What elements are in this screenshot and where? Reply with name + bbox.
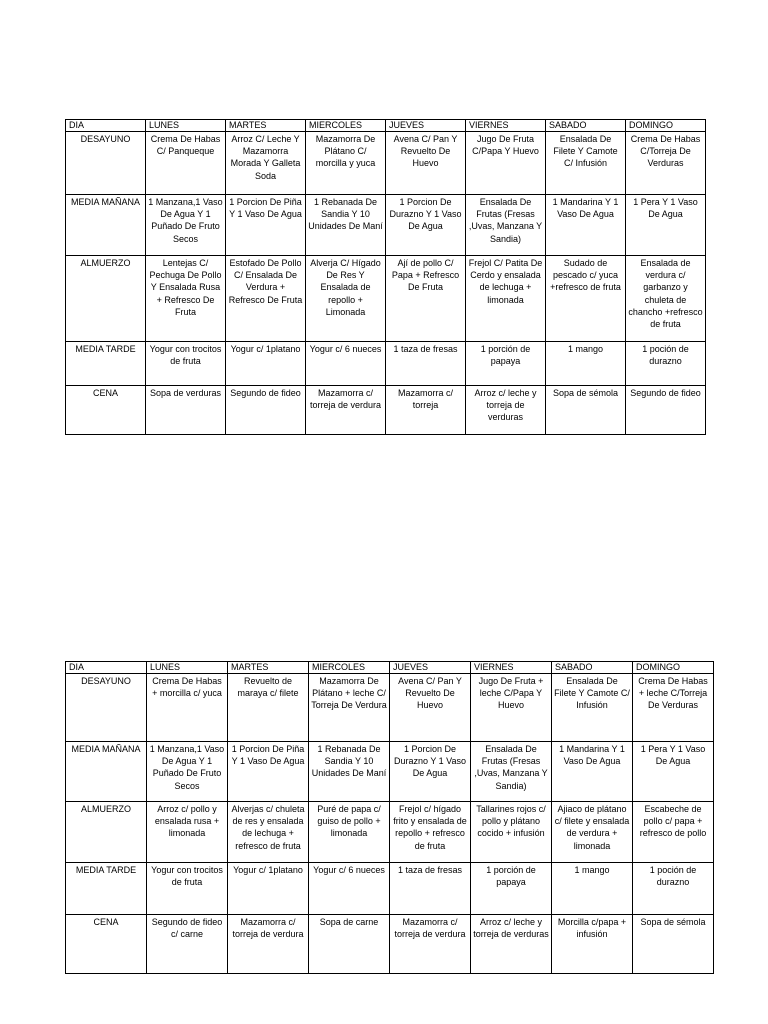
menu-cell: Yogur con trocitos de fruta — [147, 863, 228, 915]
meal-label: CENA — [66, 386, 146, 435]
header-cell: JUEVES — [390, 662, 471, 674]
header-cell: MIERCOLES — [306, 120, 386, 132]
table-row — [66, 863, 714, 915]
header-cell: SABADO — [552, 662, 633, 674]
weekly-menu-table-1 — [65, 119, 706, 435]
meal-label: CENA — [66, 915, 147, 974]
header-cell: LUNES — [146, 120, 226, 132]
menu-cell: Avena C/ Pan Y Revuelto De Huevo — [390, 674, 471, 742]
menu-cell: Arroz c/ leche y torreja de verduras — [466, 386, 546, 435]
menu-cell: 1 porción de papaya — [466, 342, 546, 386]
header-cell: DOMINGO — [626, 120, 706, 132]
header-cell: DIA — [66, 662, 147, 674]
table-row — [66, 342, 706, 386]
menu-cell: Revuelto de maraya c/ filete — [228, 674, 309, 742]
menu-cell: Alverja C/ Hígado De Res Y Ensalada de repollo + Limonada — [306, 256, 386, 342]
menu-cell: Crema De Habas + morcilla c/ yuca — [147, 674, 228, 742]
header-cell: VIERNES — [471, 662, 552, 674]
meal-label: MEDIA MAÑANA — [66, 195, 146, 256]
menu-cell: Frejol C/ Patita De Cerdo y ensalada de lechuga + limonada — [466, 256, 546, 342]
menu-cell: Ensalada de verdura c/ garbanzo y chuleta de chancho +refresco de fruta — [626, 256, 706, 342]
menu-cell: 1 Porcion De Piña Y 1 Vaso De Agua — [228, 742, 309, 802]
meal-label: MEDIA MAÑANA — [66, 742, 147, 802]
menu-cell: 1 Porcion De Durazno Y 1 Vaso De Agua — [390, 742, 471, 802]
menu-cell: Tallarines rojos c/ pollo y plátano cocido + infusión — [471, 802, 552, 863]
menu-cell: Segundo de fideo — [626, 386, 706, 435]
menu-cell: Crema De Habas C/ Panqueque — [146, 132, 226, 195]
menu-cell: 1 Pera Y 1 Vaso De Agua — [626, 195, 706, 256]
menu-cell: Frejol c/ hígado frito y ensalada de repollo + refresco de fruta — [390, 802, 471, 863]
menu-cell: Sudado de pescado c/ yuca +refresco de fruta — [546, 256, 626, 342]
menu-cell: Mazamorra De Plátano C/ morcilla y yuca — [306, 132, 386, 195]
meal-label: ALMUERZO — [66, 802, 147, 863]
header-cell: DOMINGO — [633, 662, 714, 674]
meal-label: ALMUERZO — [66, 256, 146, 342]
table-row — [66, 195, 706, 256]
menu-cell: Yogur c/ 1platano — [228, 863, 309, 915]
header-cell: MIERCOLES — [309, 662, 390, 674]
menu-cell: Avena C/ Pan Y Revuelto De Huevo — [386, 132, 466, 195]
menu-cell: Ajiaco de plátano c/ filete y ensalada de verdura + limonada — [552, 802, 633, 863]
menu-cell: 1 Porcion De Durazno Y 1 Vaso De Agua — [386, 195, 466, 256]
header-cell: VIERNES — [466, 120, 546, 132]
menu-cell: 1 Mandarina Y 1 Vaso De Agua — [552, 742, 633, 802]
menu-cell: 1 Manzana,1 Vaso De Agua Y 1 Puñado De Fruto Secos — [147, 742, 228, 802]
menu-cell: 1 porción de papaya — [471, 863, 552, 915]
menu-cell: Mazamorra c/ torreja de verdura — [390, 915, 471, 974]
menu-cell: Yogur con trocitos de fruta — [146, 342, 226, 386]
menu-cell: Yogur c/ 1platano — [226, 342, 306, 386]
menu-cell: Lentejas C/ Pechuga De Pollo Y Ensalada Rusa + Refresco De Fruta — [146, 256, 226, 342]
menu-cell: 1 poción de durazno — [626, 342, 706, 386]
menu-cell: 1 mango — [552, 863, 633, 915]
table-row — [66, 256, 706, 342]
menu-cell: Sopa de verduras — [146, 386, 226, 435]
menu-cell: 1 Rebanada De Sandia Y 10 Unidades De Maní — [306, 195, 386, 256]
menu-cell: Puré de papa c/ guiso de pollo + limonada — [309, 802, 390, 863]
header-cell: SABADO — [546, 120, 626, 132]
menu-cell: Ensalada De Filete Y Camote C/ Infusión — [552, 674, 633, 742]
weekly-menu-table-2 — [65, 661, 714, 974]
menu-cell: Crema De Habas C/Torreja De Verduras — [626, 132, 706, 195]
table-row — [66, 915, 714, 974]
menu-cell: Mazamorra De Plátano + leche C/ Torreja De Verdura — [309, 674, 390, 742]
header-cell: DIA — [66, 120, 146, 132]
menu-cell: 1 Pera Y 1 Vaso De Agua — [633, 742, 714, 802]
menu-cell: Yogur c/ 6 nueces — [306, 342, 386, 386]
menu-cell: 1 taza de fresas — [390, 863, 471, 915]
header-cell: MARTES — [226, 120, 306, 132]
menu-cell: Sopa de sémola — [633, 915, 714, 974]
meal-label: MEDIA TARDE — [66, 863, 147, 915]
menu-cell: 1 poción de durazno — [633, 863, 714, 915]
menu-cell: Ensalada De Frutas (Fresas ,Uvas, Manzana Y Sandia) — [466, 195, 546, 256]
menu-cell: Arroz c/ leche y torreja de verduras — [471, 915, 552, 974]
menu-cell: 1 mango — [546, 342, 626, 386]
menu-cell: 1 Mandarina Y 1 Vaso De Agua — [546, 195, 626, 256]
meal-label: MEDIA TARDE — [66, 342, 146, 386]
menu-cell: Yogur c/ 6 nueces — [309, 863, 390, 915]
header-row — [66, 662, 714, 674]
menu-cell: Ensalada De Frutas (Fresas ,Uvas, Manzana Y Sandia) — [471, 742, 552, 802]
table-row — [66, 742, 714, 802]
menu-cell: Jugo De Fruta C/Papa Y Huevo — [466, 132, 546, 195]
menu-cell: Mazamorra c/ torreja de verdura — [228, 915, 309, 974]
menu-cell: Arroz C/ Leche Y Mazamorra Morada Y Galleta Soda — [226, 132, 306, 195]
menu-cell: Alverjas c/ chuleta de res y ensalada de lechuga + refresco de fruta — [228, 802, 309, 863]
menu-cell: 1 Porcion De Piña Y 1 Vaso De Agua — [226, 195, 306, 256]
header-cell: JUEVES — [386, 120, 466, 132]
menu-cell: 1 Manzana,1 Vaso De Agua Y 1 Puñado De Fruto Secos — [146, 195, 226, 256]
menu-cell: Escabeche de pollo c/ papa + refresco de pollo — [633, 802, 714, 863]
menu-cell: 1 Rebanada De Sandia Y 10 Unidades De Maní — [309, 742, 390, 802]
menu-cell: Mazamorra c/ torreja — [386, 386, 466, 435]
table-row — [66, 674, 714, 742]
table-row — [66, 386, 706, 435]
menu-cell: Mazamorra c/ torreja de verdura — [306, 386, 386, 435]
header-cell: LUNES — [147, 662, 228, 674]
meal-label: DESAYUNO — [66, 674, 147, 742]
menu-cell: Sopa de sémola — [546, 386, 626, 435]
menu-cell: Sopa de carne — [309, 915, 390, 974]
menu-cell: Segundo de fideo — [226, 386, 306, 435]
meal-label: DESAYUNO — [66, 132, 146, 195]
header-row — [66, 120, 706, 132]
table-row — [66, 802, 714, 863]
menu-cell: 1 taza de fresas — [386, 342, 466, 386]
menu-cell: Jugo De Fruta + leche C/Papa Y Huevo — [471, 674, 552, 742]
menu-cell: Morcilla c/papa + infusión — [552, 915, 633, 974]
menu-cell: Crema De Habas + leche C/Torreja De Verduras — [633, 674, 714, 742]
header-cell: MARTES — [228, 662, 309, 674]
table-row — [66, 132, 706, 195]
menu-cell: Ají de pollo C/ Papa + Refresco De Fruta — [386, 256, 466, 342]
menu-cell: Estofado De Pollo C/ Ensalada De Verdura + Refresco De Fruta — [226, 256, 306, 342]
menu-cell: Segundo de fideo c/ carne — [147, 915, 228, 974]
menu-cell: Arroz c/ pollo y ensalada rusa + limonada — [147, 802, 228, 863]
menu-cell: Ensalada De Filete Y Camote C/ Infusión — [546, 132, 626, 195]
